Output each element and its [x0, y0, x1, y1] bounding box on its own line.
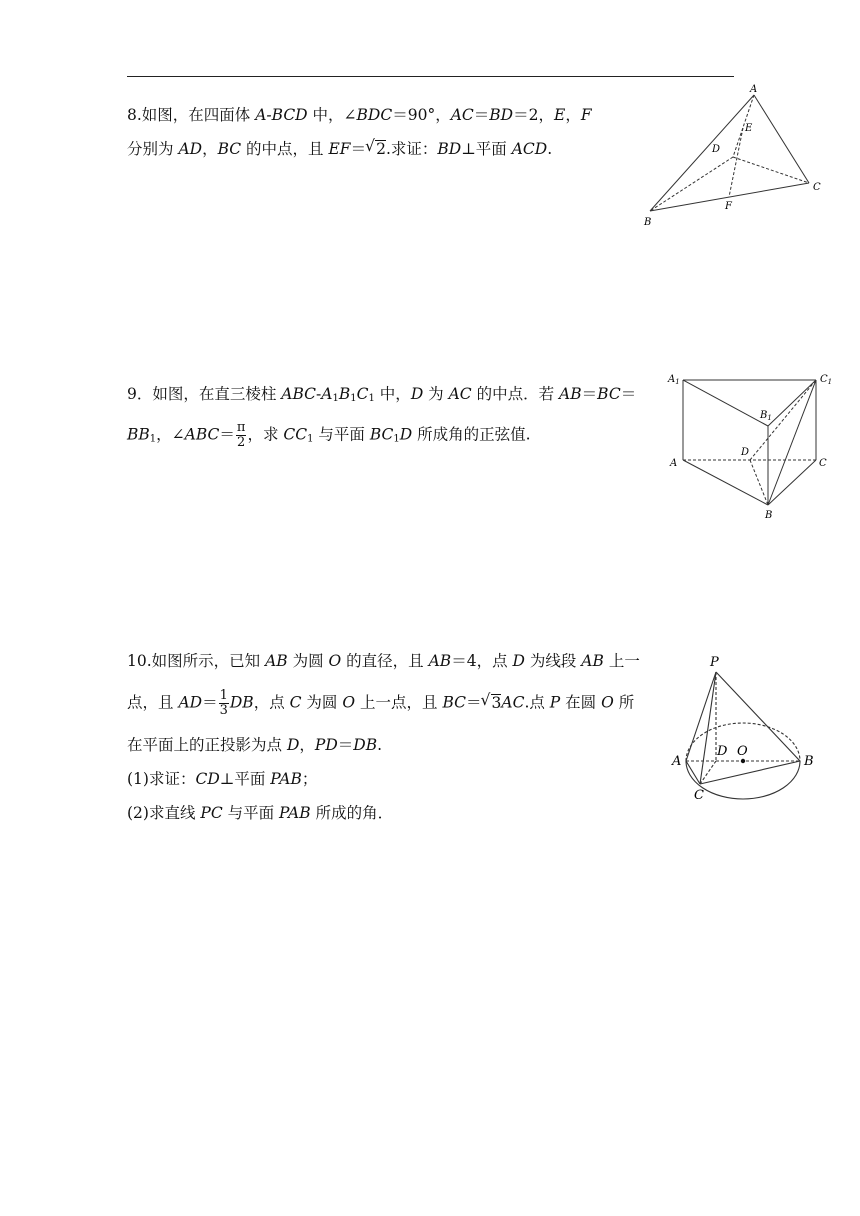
problem-8-line-1: 8.如图，在四面体 A-BCD 中，∠BDC＝90°，AC＝BD＝2，E，F	[127, 106, 592, 124]
label-E: E	[745, 123, 753, 134]
label-B: B	[644, 217, 652, 228]
label-D: D	[712, 144, 721, 155]
problem-10-line-4: (1)求证：CD⊥平面 PAB；	[127, 770, 318, 788]
problem-10-line-2: 点，且 AD＝ $\frac{1}{3}$ DB，点 C 为圆 O 上一点，且 BC＝√ 3AC.点 P 在圆 O 所	[127, 689, 634, 718]
label-A: A	[670, 458, 678, 469]
label-A: A	[750, 84, 758, 95]
problem-10-line-1: 10.如图所示，已知 AB 为圆 O 的直径，且 AB＝4，点 D 为线段 AB 上一	[127, 652, 640, 670]
label-C: C	[819, 458, 827, 469]
problem-10-line-5: (2)求直线 PC 与平面 PAB 所成的角．	[127, 804, 394, 822]
label-P: P	[710, 655, 719, 670]
label-B1: $B_1$	[760, 410, 772, 422]
label-D: D	[741, 447, 750, 458]
problem-10-line-3: 在平面上的正投影为点 D，PD＝DB.	[127, 736, 383, 754]
label-C1: $C_1$	[820, 374, 833, 386]
label-A1: $A_1$	[668, 374, 680, 386]
label-C: C	[813, 182, 821, 193]
label-D: D	[717, 744, 728, 759]
label-C: C	[694, 788, 704, 803]
top-rule	[127, 76, 734, 77]
label-F: F	[725, 201, 732, 212]
label-B: B	[765, 510, 773, 521]
label-B: B	[804, 754, 814, 769]
problem-9-line-2: $BB_1$，∠ABC＝ $\frac{\pi}{2}$ ，求 $CC_1$ 与平面 $BC_1D$ 所成角的正弦值.	[127, 420, 531, 450]
label-O: O	[737, 744, 748, 759]
problem-9-line-1: 9．如图，在直三棱柱 ABC-$A_1B_1C_1$ 中，D 为 AC 的中点．若 AB＝BC＝	[127, 385, 637, 404]
label-A: A	[672, 754, 682, 769]
problem-8-line-2: 分别为 AD，BC 的中点，且 EF＝√ 2.求证：BD⊥平面 ACD.	[127, 138, 552, 160]
